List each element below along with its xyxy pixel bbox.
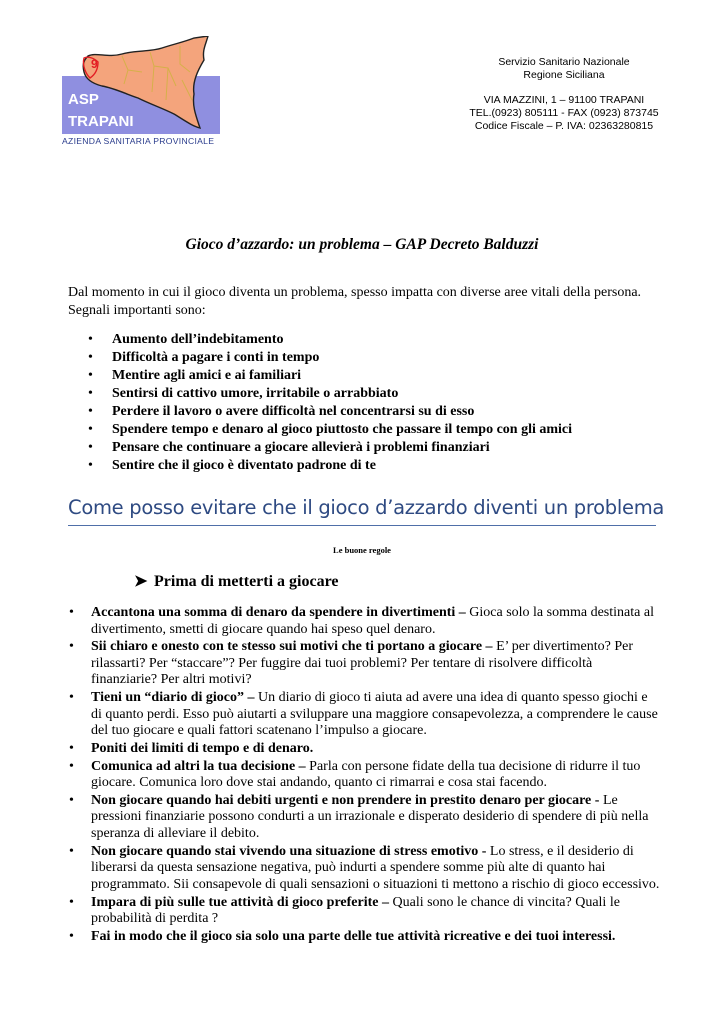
rule-text: Parla con persone fidate della tua decisione di ridurre il tuo giocare. Comunica loro dove stai andando, quanto ci rimarrai e cosa stai facendo. — [91, 758, 641, 791]
rule-lead: Tieni un “diario di gioco” – — [91, 690, 258, 706]
rule-item — [68, 929, 660, 946]
rule-item — [68, 793, 660, 843]
region-name: Regione Siciliana — [523, 69, 605, 81]
warning-signs-list — [88, 331, 572, 475]
rules-caption: Le buone regole — [333, 545, 391, 555]
warning-sign-item: • Sentirsi di cattivo umore, irritabile o arrabbiato — [88, 385, 572, 403]
rule-text: Quali sono le chance di vincita? Quali le probabilità di perdita ? — [91, 894, 620, 927]
rule-lead: Fai in modo che il gioco sia solo una parte delle tue attività ricreative e dei tuoi interessi. — [91, 928, 616, 944]
rule-item — [68, 605, 660, 638]
asp-trapani-logo — [62, 36, 222, 150]
logo-line1: ASP — [68, 91, 99, 108]
warning-sign-item: • Mentire agli amici e ai familiari — [88, 367, 572, 385]
rule-item — [68, 844, 660, 894]
section-heading: Come posso evitare che il gioco d’azzardo diventi un problema — [68, 496, 656, 526]
subheading-text: Prima di metterti a giocare — [154, 573, 339, 590]
rule-item — [68, 759, 660, 792]
warning-sign-item: • Spendere tempo e denaro al gioco piuttosto che passare il tempo con gli amici — [88, 421, 572, 439]
rule-lead: Accantona una somma di denaro da spendere in divertimenti – — [91, 605, 470, 620]
warning-sign-item: • Perdere il lavoro o avere difficoltà nel concentrarsi su di esso — [88, 403, 572, 421]
rule-lead: Sii chiaro e onesto con te stesso sui motivi che ti portano a giocare – — [91, 639, 497, 655]
rule-text: Un diario di gioco ti aiuta ad avere una idea di quanto spesso giochi e di quanto perdi. Esso può aiutarti a sviluppare una maggiore consapevolezza, a comprendere le cause del tuo giocare e quali fattori scatenano l’impulso a giocare. — [91, 690, 658, 739]
sicily-map-logo-graphic — [62, 36, 222, 136]
rule-item — [68, 895, 660, 928]
letterhead — [456, 56, 672, 133]
address: VIA MAZZINI, 1 – 91100 TRAPANI — [483, 94, 645, 106]
logo-badge: 9 — [91, 57, 98, 71]
rules-list — [68, 605, 660, 947]
warning-sign-item: • Pensare che continuare a giocare allevierà i problemi finanziari — [88, 439, 572, 457]
rule-lead: Poniti dei limiti di tempo e di denaro. — [91, 740, 314, 756]
rule-text: Le pressioni finanziarie possono condurti a un irrazionale e disperato desiderio di spendere di più nella speranza di alleviare il debito. — [91, 792, 649, 841]
document-title: Gioco d’azzardo: un problema – GAP Decreto Balduzzi — [185, 236, 539, 253]
rule-item — [68, 741, 660, 758]
subheading — [134, 571, 339, 591]
warning-sign-item: • Difficoltà a pagare i conti in tempo — [88, 349, 572, 367]
tax-code: Codice Fiscale – P. IVA: 02363280815 — [474, 120, 654, 132]
rule-text: E’ per divertimento? Per rilassarti? Per “staccare”? Per fuggire dai tuoi problemi? Per tentare di risolvere difficoltà finanziarie? Per altri motivi? — [91, 639, 634, 688]
phone-fax: TEL.(0923) 805111 - FAX (0923) 873745 — [469, 107, 659, 119]
org-name: Servizio Sanitario Nazionale — [498, 56, 630, 68]
intro-paragraph: Dal momento in cui il gioco diventa un problema, spesso impatta con diverse aree vitali della persona. Segnali importanti sono: — [68, 285, 642, 318]
warning-sign-item: • Sentire che il gioco è diventato padrone di te — [88, 457, 572, 475]
rule-lead: Impara di più sulle tue attività di gioco preferite – — [91, 894, 393, 910]
rule-lead: Non giocare quando stai vivendo una situazione di stress emotivo - — [91, 843, 490, 859]
rule-text: Lo stress, e il desiderio di liberarsi da questa sensazione negativa, può indurti a spendere somme più alte di quanto hai programmato. Sii consapevole di quali sensazioni o situazioni ti mettono a rischio di gioco eccessivo. — [91, 843, 660, 892]
logo-caption: AZIENDA SANITARIA PROVINCIALE — [62, 136, 215, 146]
logo-line2: TRAPANI — [68, 113, 134, 130]
rule-item — [68, 690, 660, 740]
warning-sign-item: • Aumento dell’indebitamento — [88, 331, 572, 349]
rule-lead: Non giocare quando hai debiti urgenti e non prendere in prestito denaro per giocare - — [91, 792, 603, 808]
rule-item — [68, 639, 660, 689]
rule-text: Gioca solo la somma destinata al divertimento, smetti di giocare quando hai speso quel denaro. — [91, 605, 654, 637]
arrow-bullet-icon: ➤ — [134, 573, 148, 590]
rule-lead: Comunica ad altri la tua decisione – — [91, 758, 310, 774]
